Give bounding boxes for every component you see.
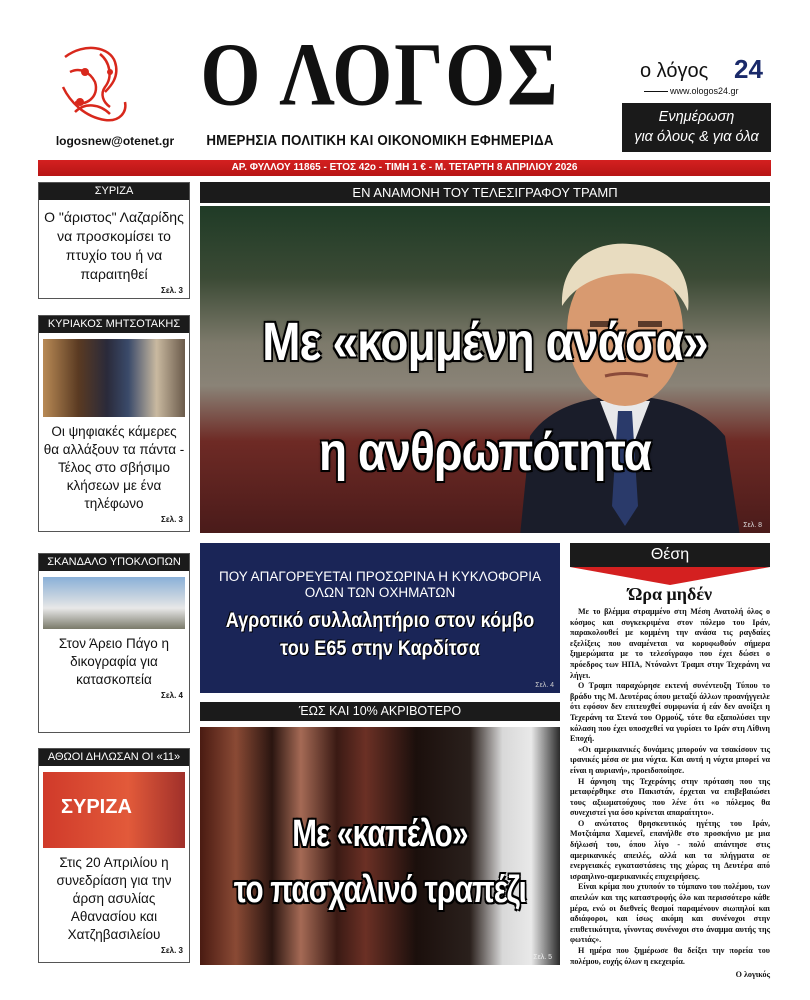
story-headline[interactable]: Στις 20 Απριλίου η συνεδρίαση για την άρση ασυλίας Αθανασίου και Χατζηβασιλείου (56, 855, 172, 942)
story-headline[interactable] (200, 607, 560, 663)
sidebar-story[interactable] (38, 748, 190, 963)
paragraph: «Οι αμερικανικές δυνάμεις μπορούν να τσακίσουν τις ιρανικές μέσα σε μια νύχτα. Και αυτή η νύχτα μπορεί να είναι η αυριανή», προειδοποίησε. (570, 744, 770, 775)
sidebar-story[interactable] (38, 315, 190, 532)
story-headline-line[interactable]: Με «καπέλο» (292, 813, 468, 855)
newspaper-title: Ο ΛΟΓΟΣ (200, 23, 560, 125)
newspaper-tagline: ΗΜΕΡΗΣΙΑ ΠΟΛΙΤΙΚΗ ΚΑΙ ΟΙΚΟΝΟΜΙΚΗ ΕΦΗΜΕΡΙΔΑ (206, 133, 554, 149)
contact-email[interactable]: logosnew@otenet.gr (55, 134, 175, 148)
paragraph: Είναι κρίμα που χτυπούν το τύμπανο του πολέμου, των απειλών και της καταστροφής όλο και περισσότερο κάθε μέρα, ενώ οι διεθνείς θεσμοί παραμένουν σιωπηλοί και αδιάφοροι, και ίσως ακόμη και συνένοχοι στην επιθετικότητα, γίνοντας συνένοχοι στο άναμμα αυτής της φωτιάς». (570, 882, 770, 945)
page-ref: Σελ. 5 (533, 954, 552, 961)
paragraph: Ο ανώτατος θρησκευτικός ηγέτης του Ιράν, Μοτζτάμπα Χαμενεΐ, επανήλθε στο προσκήνιο με μια δήλωσή του, όπου λίγο - πολύ απάντησε στις αμερικανικές απειλές, αλλά και τα πλήγματα σε ενεργειακές εγκαταστάσεις της χώρας τη Δευτέρα από ισραηλινο-αμερικανικές επιχειρήσεις. (570, 818, 770, 881)
paragraph: Η ημέρα που ξημέρωσε θα δείξει την πορεία του πολέμου, ευχής όλων η εκεχειρία. (570, 946, 770, 966)
section-label: ΚΥΡΙΑΚΟΣ ΜΗΤΣΟΤΑΚΗΣ (39, 316, 189, 333)
story-kicker (200, 569, 560, 601)
story-kicker: ΈΩΣ ΚΑΙ 10% ΑΚΡΙΒΟΤΕΡΟ (200, 702, 560, 721)
paragraph: Με το βλέμμα στραμμένο στη Μέση Ανατολή όλος ο κόσμος και συγκεκριμένα στον πόλεμο του Ιράν, παρακολουθεί με κομμένη την ανάσα τις ραγδαίες εξελίξεις που αναμένεται να κορυφωθούν σήμερα ξημερώματα με το τελεσίγραφο που έχει δώσει ο πρόεδρος των ΗΠΑ, Ντόναλντ Τραμπ στην Τεχεράνη να λήγει. (570, 607, 770, 680)
website-brand: ο λόγος (640, 60, 709, 82)
website-url[interactable]: www.ologos24.gr (670, 86, 739, 96)
story-headline[interactable]: Στον Άρειο Πάγο η δικογραφία για κατασκοπεία (58, 636, 170, 687)
page-ref: Σελ. 3 (161, 286, 183, 295)
editorial-signature: Ο λογικός (735, 970, 770, 980)
page-ref: Σελ. 3 (161, 515, 183, 524)
lead-photo-figure (500, 226, 750, 533)
story-photo (43, 339, 185, 417)
section-label: ΣΚΑΝΔΑΛΟ ΥΠΟΚΛΟΠΩΝ (39, 554, 189, 571)
slogan-line: Ενημέρωση (658, 109, 735, 125)
issue-info-bar: ΑΡ. ΦΥΛΛΟΥ 11865 - ΕΤΟΣ 42ο - ΤΙΜΗ 1 € - Μ. ΤΕΤΑΡΤΗ 8 ΑΠΡΙΛΙΟΥ 2026 (38, 160, 771, 176)
paragraph: Ο Τραμπ παραχώρησε εκτενή συνέντευξη Τύπου το βράδυ της Μ. Δευτέρας όπου μεταξύ άλλων προανήγγειλε ότι εφόσον δεν επιτευχθεί συμφωνία ή εάν δεν ανοίξει η Τεχεράνη τα Στενά του Ορμούζ, τότε θα εξαπολύσει την κόλαση που έχει υποσχεθεί να γυρίσει το Ιράν στη Λίθινη Εποχή. (570, 681, 770, 744)
lead-headline-line[interactable]: η ανθρωπότητα (318, 422, 652, 482)
kicker-line: ΠΟΥ ΑΠΑΓΟΡΕΥΕΤΑΙ ΠΡΟΣΩΡΙΝΑ Η ΚΥΚΛΟΦΟΡΙΑ (218, 569, 542, 584)
photo-sign-text: ΣΥΡΙΖΑ (61, 796, 132, 818)
editorial-section-label: Θέση (570, 543, 770, 567)
editorial-title: Ώρα μηδέν (627, 584, 713, 604)
website-brand-mark: 24 (734, 54, 763, 84)
story-headline-line[interactable]: το πασχαλινό τραπέζι (233, 869, 527, 911)
story-headline[interactable]: Ο "άριστος" Λαζαρίδης να προσκομίσει το πτυχίο του ή να παραιτηθεί (44, 209, 184, 282)
editorial-body (570, 607, 770, 981)
lead-headline-line[interactable]: Με «κομμένη ανάσα» (262, 312, 708, 372)
story-photo (43, 577, 185, 629)
lead-story-photo[interactable] (200, 206, 770, 533)
third-story-photo[interactable] (200, 727, 560, 965)
kicker-line: ΟΛΩΝ ΤΩΝ ΟΧΗΜΑΤΩΝ (304, 585, 456, 600)
page-ref: Σελ. 4 (535, 682, 554, 689)
website-logo[interactable] (622, 54, 772, 100)
headline-line: Αγροτικό συλλαλητήριο στον κόμβο (225, 609, 535, 632)
secondary-story[interactable] (200, 543, 560, 693)
page-ref: Σελ. 8 (743, 522, 762, 529)
page-ref: Σελ. 4 (161, 691, 183, 700)
newspaper-emblem-logo (55, 42, 135, 127)
divider (644, 91, 668, 92)
lead-kicker: ΕΝ ΑΝΑΜΟΝΗ ΤΟΥ ΤΕΛΕΣΙΓΡΑΦΟΥ ΤΡΑΜΠ (200, 182, 770, 203)
sidebar-story[interactable] (38, 182, 190, 299)
sidebar-story[interactable] (38, 553, 190, 733)
section-label: ΣΥΡΙΖΑ (39, 183, 189, 200)
story-photo (43, 772, 185, 848)
headline-line: του Ε65 στην Καρδίτσα (280, 637, 480, 660)
section-label: ΑΘΩΟΙ ΔΗΛΩΣΑΝ ΟΙ «11» (39, 749, 189, 766)
page-ref: Σελ. 3 (161, 946, 183, 955)
paragraph: Η άρνηση της Τεχεράνης στην πρόταση που της μεταφέρθηκε στο Πακιστάν, έρχεται να επιβεβαιώσει τους αξιωματούχους που λένε ότι «ο πόλεμος θα συνεχιστεί για όσο κρίνεται απαραίτητο». (570, 776, 770, 818)
slogan-box (622, 103, 771, 152)
slogan-line: για όλους & για όλα (634, 129, 759, 145)
story-headline[interactable]: Οι ψηφιακές κάμερες θα αλλάξουν τα πάντα - Τέλος στο σβήσιμο κλήσεων με ένα τηλέφωνο (43, 424, 185, 511)
